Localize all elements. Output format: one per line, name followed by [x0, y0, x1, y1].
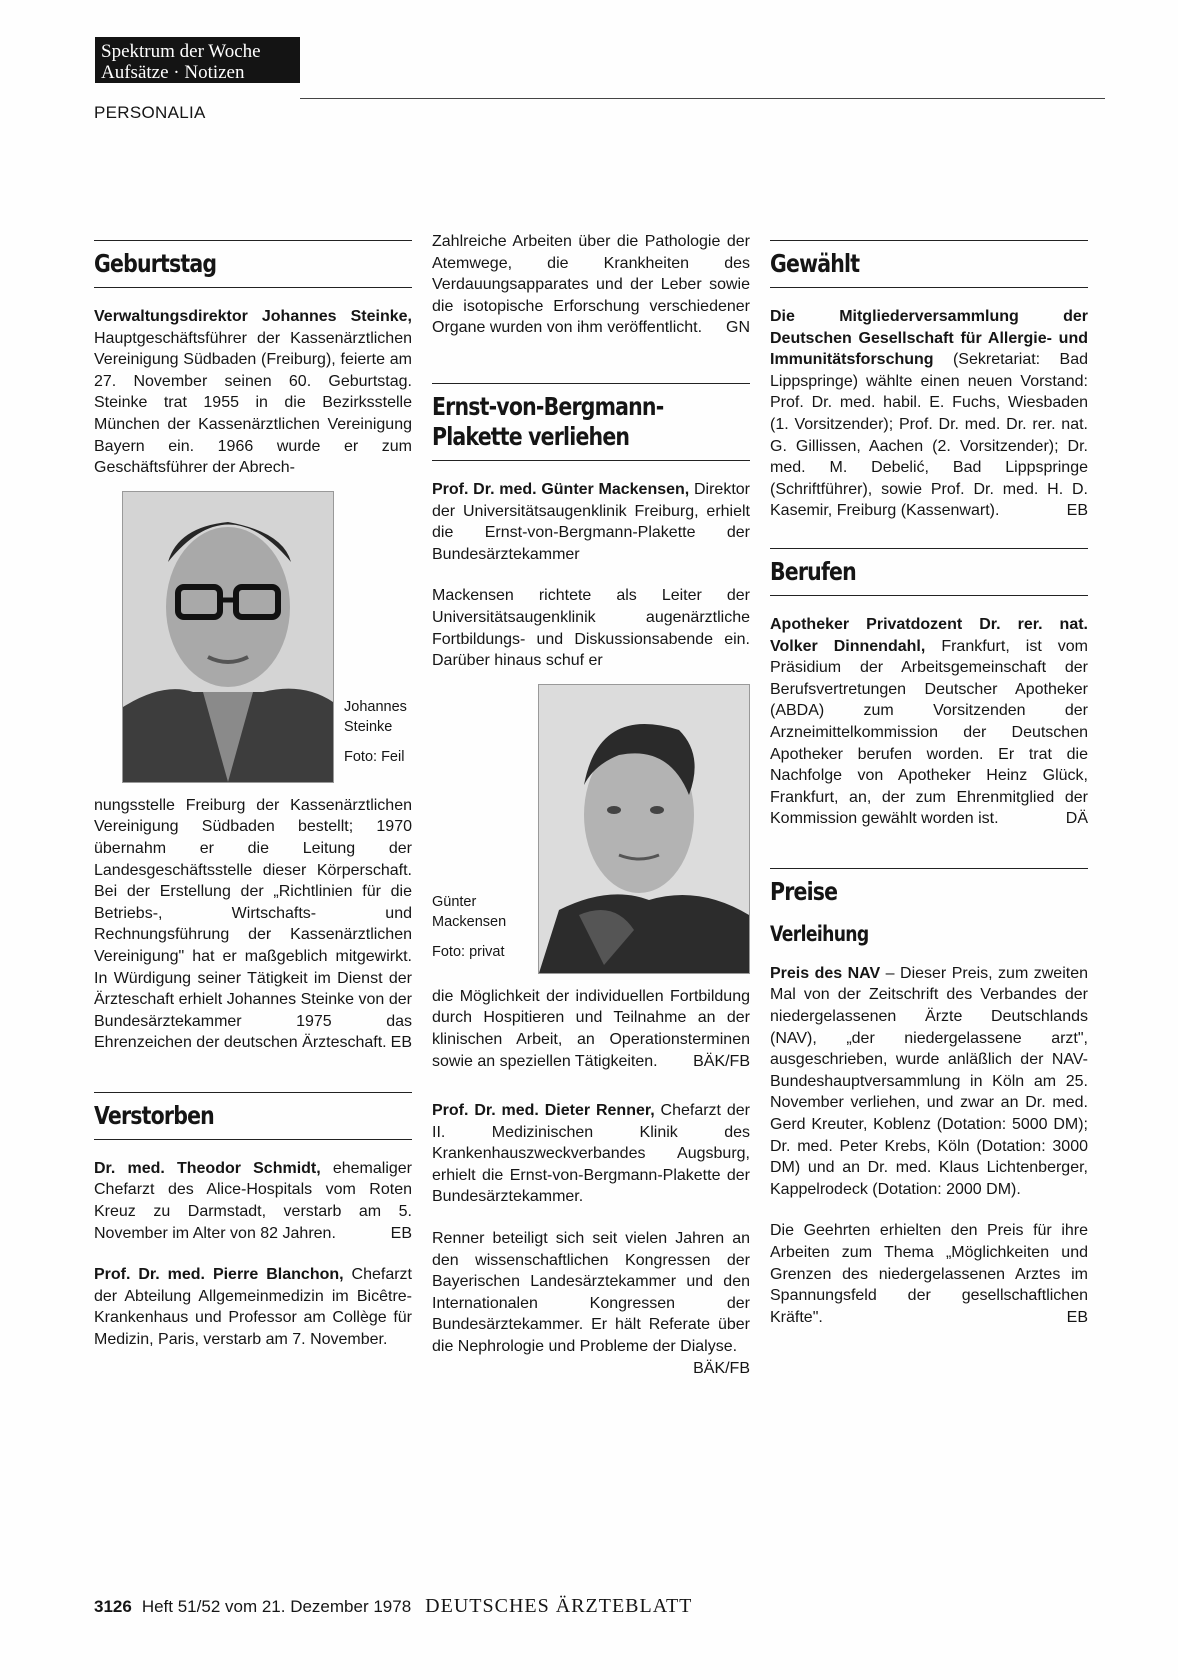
heading-berufen: Berufen [770, 556, 856, 586]
mackensen-text-1: Direktor der Universitätsaugenklinik Freiburg, erhielt die Ernst-von-Bergmann-Plakette der Bundesärztekammer [432, 480, 750, 563]
column-1 [94, 240, 412, 1351]
section-label-line1: Spektrum der Woche [101, 41, 261, 62]
caption-name-line: Mackensen [432, 913, 507, 930]
steinke-text-1: Hauptgeschäftsführer der Kassenärztlichen Vereinigung Südbaden (Freiburg), feierte am 27. November seinen 60. Geburtstag. Steinke trat 1955 in die Bezirksstelle München der Kassenärztlichen Vereinigung Bayern ein. 1966 wurde er zum Geschäftsführer der Abrech- [94, 329, 412, 477]
article-steinke-p1 [94, 306, 412, 479]
section-label-box [95, 37, 300, 83]
portrait-image [123, 492, 333, 782]
issue-info: Heft 51/52 vom 21. Dezember 1978 [141, 1597, 412, 1616]
caption-name-line: Johannes [344, 698, 407, 715]
heading-rule [770, 240, 1088, 241]
mackensen-caption [432, 892, 506, 962]
article-renner-p2 [432, 1228, 750, 1377]
mackensen-photo-block [432, 684, 750, 974]
nav-text-2: Die Geehrten erhielten den Preis für ihre Arbeiten zum Thema „Möglichkeiten und Grenzen des niedergelassenen Arztes im Spannungsfeld der gesellschaftlichen Kräfte". [770, 1222, 1088, 1326]
caption-name-line: Günter [432, 893, 477, 910]
column-2 [432, 231, 750, 1379]
article-gewaehlt [770, 306, 1088, 522]
article-blanchon [94, 1264, 412, 1350]
renner-text-1: Chefarzt der II. Medizinischen Klinik des Krankenhauszweckverbandes Augsburg, erhielt die Ernst-von-Bergmann-Plakette der Bundesärztekammer. [432, 1102, 750, 1206]
caption-photo-credit: Foto: Feil [344, 748, 405, 765]
journal-name: DEUTSCHES ÄRZTEBLATT [425, 1595, 693, 1617]
heading-rule [94, 287, 412, 288]
heading-rule [94, 1139, 412, 1140]
heading-bergmann-2: Plakette verliehen [432, 421, 630, 451]
steinke-caption [344, 697, 407, 767]
mackensen-text-2: Mackensen richtete als Leiter der Universitätsaugenklinik augenärztliche Fortbildungs- und Diskussionsabende ein. Darüber hinaus schuf er [432, 587, 750, 670]
steinke-text-2: nungsstelle Freiburg der Kassenärztlichen Vereinigung Südbaden bestellt; 1970 übernahm er die Leitung der Landesgeschäftsstelle dieser Körperschaft. Bei der Erstellung der „Richtlinien für die Betriebs-, Wirtschafts- und Rechnungsführung der Kassenärztlichen Vereinigung" hat er maßgeblich mitgewirkt. In Würdigung seiner Tätigkeit im Dienst der Ärzteschaft erhielt Johannes Steinke von der Bundesärztekammer 1975 das Ehrenzeichen der deutschen Ärzteschaft. [94, 796, 412, 1052]
steinke-photo-block [94, 491, 412, 783]
article-renner-p1 [432, 1100, 750, 1208]
page-footer [94, 1595, 692, 1618]
author-signature: BÄK/FB [693, 1052, 750, 1070]
heading-rule [94, 1092, 412, 1093]
steinke-photo [122, 491, 334, 783]
heading-verstorben: Verstorben [94, 1100, 214, 1130]
article-intro [432, 231, 750, 339]
gewaehlt-text: (Sekretariat: Bad Lippspringe) wählte einen neuen Vorstand: Prof. Dr. med. habil. E. Fuchs, Wiesbaden (1. Vorsitzender); Prof. Dr. med. Dr. rer. nat. G. Gillissen, Aachen (2. Vorsitzender); Dr. med. M. Debelić, Bad Lippspringe (Schriftführer), sowie Prof. Dr. med. H. D. Kasemir, Freiburg (Kassenwart). [770, 351, 1088, 520]
gewaehlt-name: Die Mitgliederversammlung der Deutschen Gesellschaft für Allergie- und Immunitätsforschung [770, 308, 1088, 369]
page-number: 3126 [94, 1597, 132, 1616]
article-schmidt [94, 1158, 412, 1244]
blanchon-text: Chefarzt der Abteilung Allgemeinmedizin im Bicêtre-Krankenhaus und Professor am Collège für Medizin, Paris, verstarb am 7. November. [94, 1266, 412, 1349]
renner-text-2: Renner beteiligt sich seit vielen Jahren an den wissenschaftlichen Kongressen der Bayerischen Landesärztekammer und den Internationalen Kongressen der Bundesärztekammer. Er hält Referate über die Nephrologie und Probleme der Dialyse. [432, 1230, 750, 1356]
author-signature: EB [1066, 1308, 1088, 1326]
author-signature: EB [1066, 502, 1088, 520]
article-nav-p2 [770, 1220, 1088, 1328]
column-3 [770, 240, 1088, 1328]
article-mackensen-p1 [432, 479, 750, 565]
nav-text: – Dieser Preis, zum zweiten Mal von der Zeitschrift des Verbandes der niedergelassenen Ärzte Deutschlands (NAV), „der niedergelassene arzt", ausgeschrieben, wurde anläßlich der NAV-Bundeshauptversammlung in Köln am 25. November verliehen, und zwar an Dr. med. Gerd Kreuter, Koblenz (Dotation: 5000 DM); Dr. med. Peter Krebs, Köln (Dotation: 3000 DM) und an Dr. med. Klaus Lichtenberger, Kappelrodeck (Dotation: 2000 DM). [770, 964, 1088, 1198]
article-nav-p1 [770, 963, 1088, 1201]
blanchon-name: Prof. Dr. med. Pierre Blanchon, [94, 1266, 344, 1284]
mackensen-text-3: die Möglichkeit der individuellen Fortbildung durch Hospitieren und Teilnahme an der klinischen Arbeit, an Operationsterminen sowie an speziellen Tätigkeiten. [432, 987, 750, 1070]
header-rule [300, 98, 1105, 99]
author-signature: EB [390, 1034, 412, 1052]
caption-name-line: Steinke [344, 718, 393, 735]
berufen-text: Frankfurt, ist vom Präsidium der Arbeitsgemeinschaft der Berufsvertretungen Deutscher Apotheker (ABDA) zum Vorsitzenden der Arzneimittelkommission der Deutschen Apotheker berufen worden. Er trat die Nachfolge von Apotheker Heinz Glück, Frankfurt, an, der zum Ehrenmitglied der Kommission gewählt worden ist. [770, 637, 1089, 828]
intro-text: Zahlreiche Arbeiten über die Pathologie der Atemwege, die Krankheiten des Verdauungsapparates und der Leber sowie die isotopische Erforschung verschiedener Organe wurden von ihm veröffentlicht. [432, 233, 750, 337]
schmidt-text: ehemaliger Chefarzt des Alice-Hospitals vom Roten Kreuz zu Darmstadt, verstarb am 5. November im Alter von 82 Jahren. [94, 1159, 412, 1242]
mackensen-name: Prof. Dr. med. Günter Mackensen, [432, 480, 690, 498]
article-mackensen-p2 [432, 585, 750, 671]
heading-verleihung: Verleihung [770, 921, 869, 946]
article-steinke-p2 [94, 795, 412, 1054]
section-label-line2: Aufsätze · Notizen [101, 62, 245, 83]
heading-rule [770, 595, 1088, 596]
caption-photo-credit: Foto: privat [432, 943, 505, 960]
portrait-image [539, 685, 749, 973]
article-mackensen-p3 [432, 986, 750, 1072]
author-signature: DÄ [1065, 810, 1088, 828]
heading-rule [94, 240, 412, 241]
heading-preise: Preise [770, 876, 838, 906]
author-signature: EB [390, 1224, 412, 1242]
heading-rule [770, 287, 1088, 288]
schmidt-name: Dr. med. Theodor Schmidt, [94, 1159, 321, 1177]
berufen-name: Apotheker Privatdozent Dr. rer. nat. Volker Dinnendahl, [770, 615, 1088, 655]
heading-rule [432, 383, 750, 384]
author-signature: GN [726, 319, 750, 337]
heading-rule [770, 548, 1088, 549]
article-berufen [770, 614, 1088, 830]
heading-gewaehlt: Gewählt [770, 249, 860, 278]
author-signature: BÄK/FB [693, 1359, 750, 1377]
renner-name: Prof. Dr. med. Dieter Renner, [432, 1102, 655, 1120]
steinke-name: Verwaltungsdirektor Johannes Steinke, [94, 308, 412, 325]
nav-name: Preis des NAV [770, 964, 881, 982]
heading-geburtstag: Geburtstag [94, 249, 217, 278]
mackensen-photo [538, 684, 750, 974]
heading-rule [770, 868, 1088, 869]
section-title: PERSONALIA [94, 103, 206, 122]
heading-bergmann-1: Ernst-von-Bergmann- [432, 391, 664, 421]
heading-rule [432, 460, 750, 461]
